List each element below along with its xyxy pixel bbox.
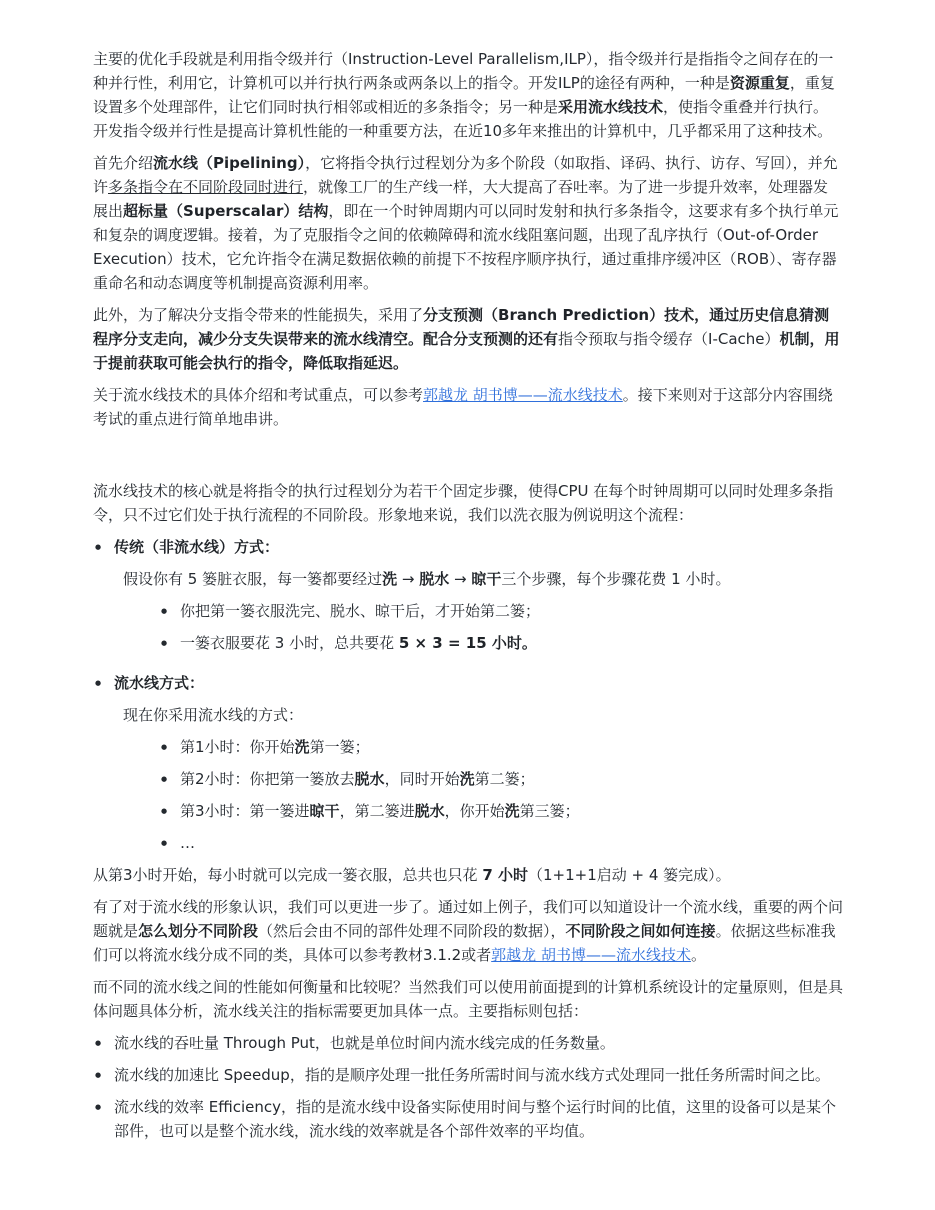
text: 流水线的加速比 Speedup，指的是顺序处理一批任务所需时间与流水线方式处理同一批任务所需时间之比。	[114, 1066, 830, 1084]
list-item	[159, 599, 843, 623]
text: ，你开始	[444, 802, 505, 820]
list-item-efficiency	[93, 1095, 843, 1143]
arrow-text: →	[449, 570, 472, 588]
text: 流水线的吞吐量 Through Put，也就是单位时间内流水线完成的任务数量。	[114, 1034, 615, 1052]
bold-text: 脱水	[414, 802, 445, 820]
list-item-title: 流水线方式：	[114, 674, 205, 692]
bold-text: 流水线（Pipelining）	[153, 154, 306, 172]
traditional-description	[114, 567, 843, 591]
bold-text: 脱水	[354, 770, 385, 788]
text: 此外，为了解决分支指令带来的性能损失，采用了	[93, 306, 424, 324]
text: ，即在一个时钟周期内可以同时发射和执行多条指令，这要求有多个执行单元和复杂的调度逻辑。接着，为了克服指令之间的依赖障碍和流水线阻塞问题，出现了乱序执行（Out-of-Order Execution）技术，它允许指令在满足数据依赖的前提下不按程序顺序执行，通过重排序缓冲区（ROB）、寄存器重命名和动态调度等机制提高资源利用率。	[93, 202, 839, 292]
bold-text: 资源重复	[729, 74, 790, 92]
bold-text: 超标量（Superscalar）结构	[123, 202, 329, 220]
text: 一篓衣服要花 3 小时，总共要花	[180, 634, 399, 652]
text: 从第3小时开始，每小时就可以完成一篓衣服，总共也只花	[93, 866, 483, 884]
paragraph-pipelining-overview	[93, 151, 843, 295]
bold-text: 洗	[504, 802, 520, 820]
underlined-text: 多条指令在不同阶段同时进行	[108, 178, 304, 196]
list-item-traditional	[93, 535, 843, 655]
text: 第二篓；	[474, 770, 535, 788]
text: 第一篓；	[309, 738, 370, 756]
text: 主要的优化手段就是利用指令级并行（Instruction-Level Parallelism,ILP），指令级并行是指指令之间存在的一种并行性，利用它，计算机可以并行执行两条或两条以上的指令。开发ILP的途径有两种，一种是	[93, 50, 834, 92]
text: 指令预取与指令缓存（I-Cache）	[558, 330, 780, 348]
list-item	[159, 735, 843, 759]
reference-link[interactable]: 郭越龙 胡书博——流水线技术	[423, 386, 623, 404]
paragraph-pipeline-design	[93, 895, 843, 967]
text: 第3小时：第一篓进	[180, 802, 310, 820]
bold-text: 采用流水线技术	[558, 98, 664, 116]
text: 第2小时：你把第一篓放去	[180, 770, 355, 788]
list-item-title: 传统（非流水线）方式：	[114, 538, 280, 556]
list-item-throughput	[93, 1031, 843, 1055]
pipeline-description	[114, 703, 843, 727]
bold-text: 洗	[294, 738, 310, 756]
bold-text: 洗	[382, 570, 398, 588]
paragraph-branch-prediction	[93, 303, 843, 375]
bold-text: 晾干	[471, 570, 502, 588]
reference-link[interactable]: 郭越龙 胡书博——流水线技术	[491, 946, 691, 964]
text: 第三篓；	[519, 802, 580, 820]
bold-text: 7 小时	[482, 866, 528, 884]
text: 有了对于流水线的形象认识，我们可以更进一步了。通过如上例子，我们可以知道设计一个流水线，重要的两个问题就是	[93, 898, 844, 940]
bold-text: 机制，用于提前获取可能会执行的指令，降低取指延迟。	[93, 330, 840, 372]
paragraph-pipeline-result	[93, 863, 843, 887]
text: 流水线的效率 Efficiency，指的是流水线中设备实际使用时间与整个运行时间的比值，这里的设备可以是某个部件，也可以是整个流水线，流水线的效率就是各个部件效率的平均值。	[114, 1098, 837, 1140]
document-body	[93, 47, 843, 1151]
text: （然后会由不同的部件处理不同阶段的数据），	[258, 922, 566, 940]
bold-text: 洗	[459, 770, 475, 788]
list-item	[159, 831, 843, 855]
paragraph-pipeline-core: 流水线技术的核心就是将指令的执行过程划分为若干个固定步骤，使得CPU 在每个时钟周期可以同时处理多条指令，只不过它们处于执行流程的不同阶段。形象地来说，我们以洗衣服为例说明这个流程：	[93, 482, 834, 524]
text: 。接下来则对于这部分内容围绕考试的重点进行简单地串讲。	[93, 386, 833, 428]
text: ，就像工厂的生产线一样，大大提高了吞吐率。为了进一步提升效率，处理器发展出	[93, 178, 829, 220]
pipeline-sublist	[114, 735, 843, 855]
text: 。	[690, 946, 706, 964]
bold-text: 5 × 3 = 15 小时。	[398, 634, 537, 652]
spacer	[93, 439, 843, 479]
text: 首先介绍	[93, 154, 154, 172]
text: …	[180, 834, 195, 852]
list-item-speedup	[93, 1063, 843, 1087]
text: ，第二篓进	[339, 802, 415, 820]
text: 你把第一篓衣服洗完、脱水、晾干后，才开始第二篓；	[180, 602, 541, 620]
text: ，使指令重叠并行执行。开发指令级并行性是提高计算机性能的一种重要方法，在近10多年来推出的计算机中，几乎都采用了这种技术。	[93, 98, 833, 140]
list-item	[159, 767, 843, 791]
bold-text: 不同阶段之间如何连接	[565, 922, 716, 940]
list-item-pipeline	[93, 671, 843, 855]
text: 。依据这些标准我们可以将流水线分成不同的类，具体可以参考教材3.1.2或者	[93, 922, 836, 964]
metrics-list	[93, 1031, 843, 1143]
text: 第1小时：你开始	[180, 738, 295, 756]
paragraph-reference	[93, 383, 843, 431]
text: ，同时开始	[384, 770, 460, 788]
text: （1+1+1启动 + 4 篓完成）。	[528, 866, 731, 884]
text: 假设你有 5 篓脏衣服，每一篓都要经过	[123, 570, 383, 588]
bold-text: 分支预测（Branch Prediction）技术，通过历史信息猜测程序分支走向，减少分支失误带来的流水线清空。配合分支预测的还有	[93, 306, 830, 348]
bold-text: 晾干	[309, 802, 340, 820]
text: ，重复设置多个处理部件，让它们同时执行相邻或相近的多条指令；另一种是	[93, 74, 835, 116]
text: 三个步骤，每个步骤花费 1 小时。	[501, 570, 731, 588]
traditional-sublist	[114, 599, 843, 655]
paragraph-metrics-intro: 而不同的流水线之间的性能如何衡量和比较呢？当然我们可以使用前面提到的计算机系统设计的定量原则，但是具体问题具体分析，流水线关注的指标需要更加具体一点。主要指标则包括：	[93, 978, 844, 1020]
laundry-example-list	[93, 535, 843, 855]
list-item	[159, 799, 843, 823]
text: ，它将指令执行过程划分为多个阶段（如取指、译码、执行、访存、写回），并允许	[93, 154, 838, 196]
paragraph-ilp-intro	[93, 47, 843, 143]
text: 关于流水线技术的具体介绍和考试重点，可以参考	[93, 386, 424, 404]
list-item	[159, 631, 843, 655]
arrow-text: →	[397, 570, 420, 588]
text: 现在你采用流水线的方式：	[123, 706, 304, 724]
bold-text: 怎么划分不同阶段	[138, 922, 259, 940]
bold-text: 脱水	[419, 570, 450, 588]
